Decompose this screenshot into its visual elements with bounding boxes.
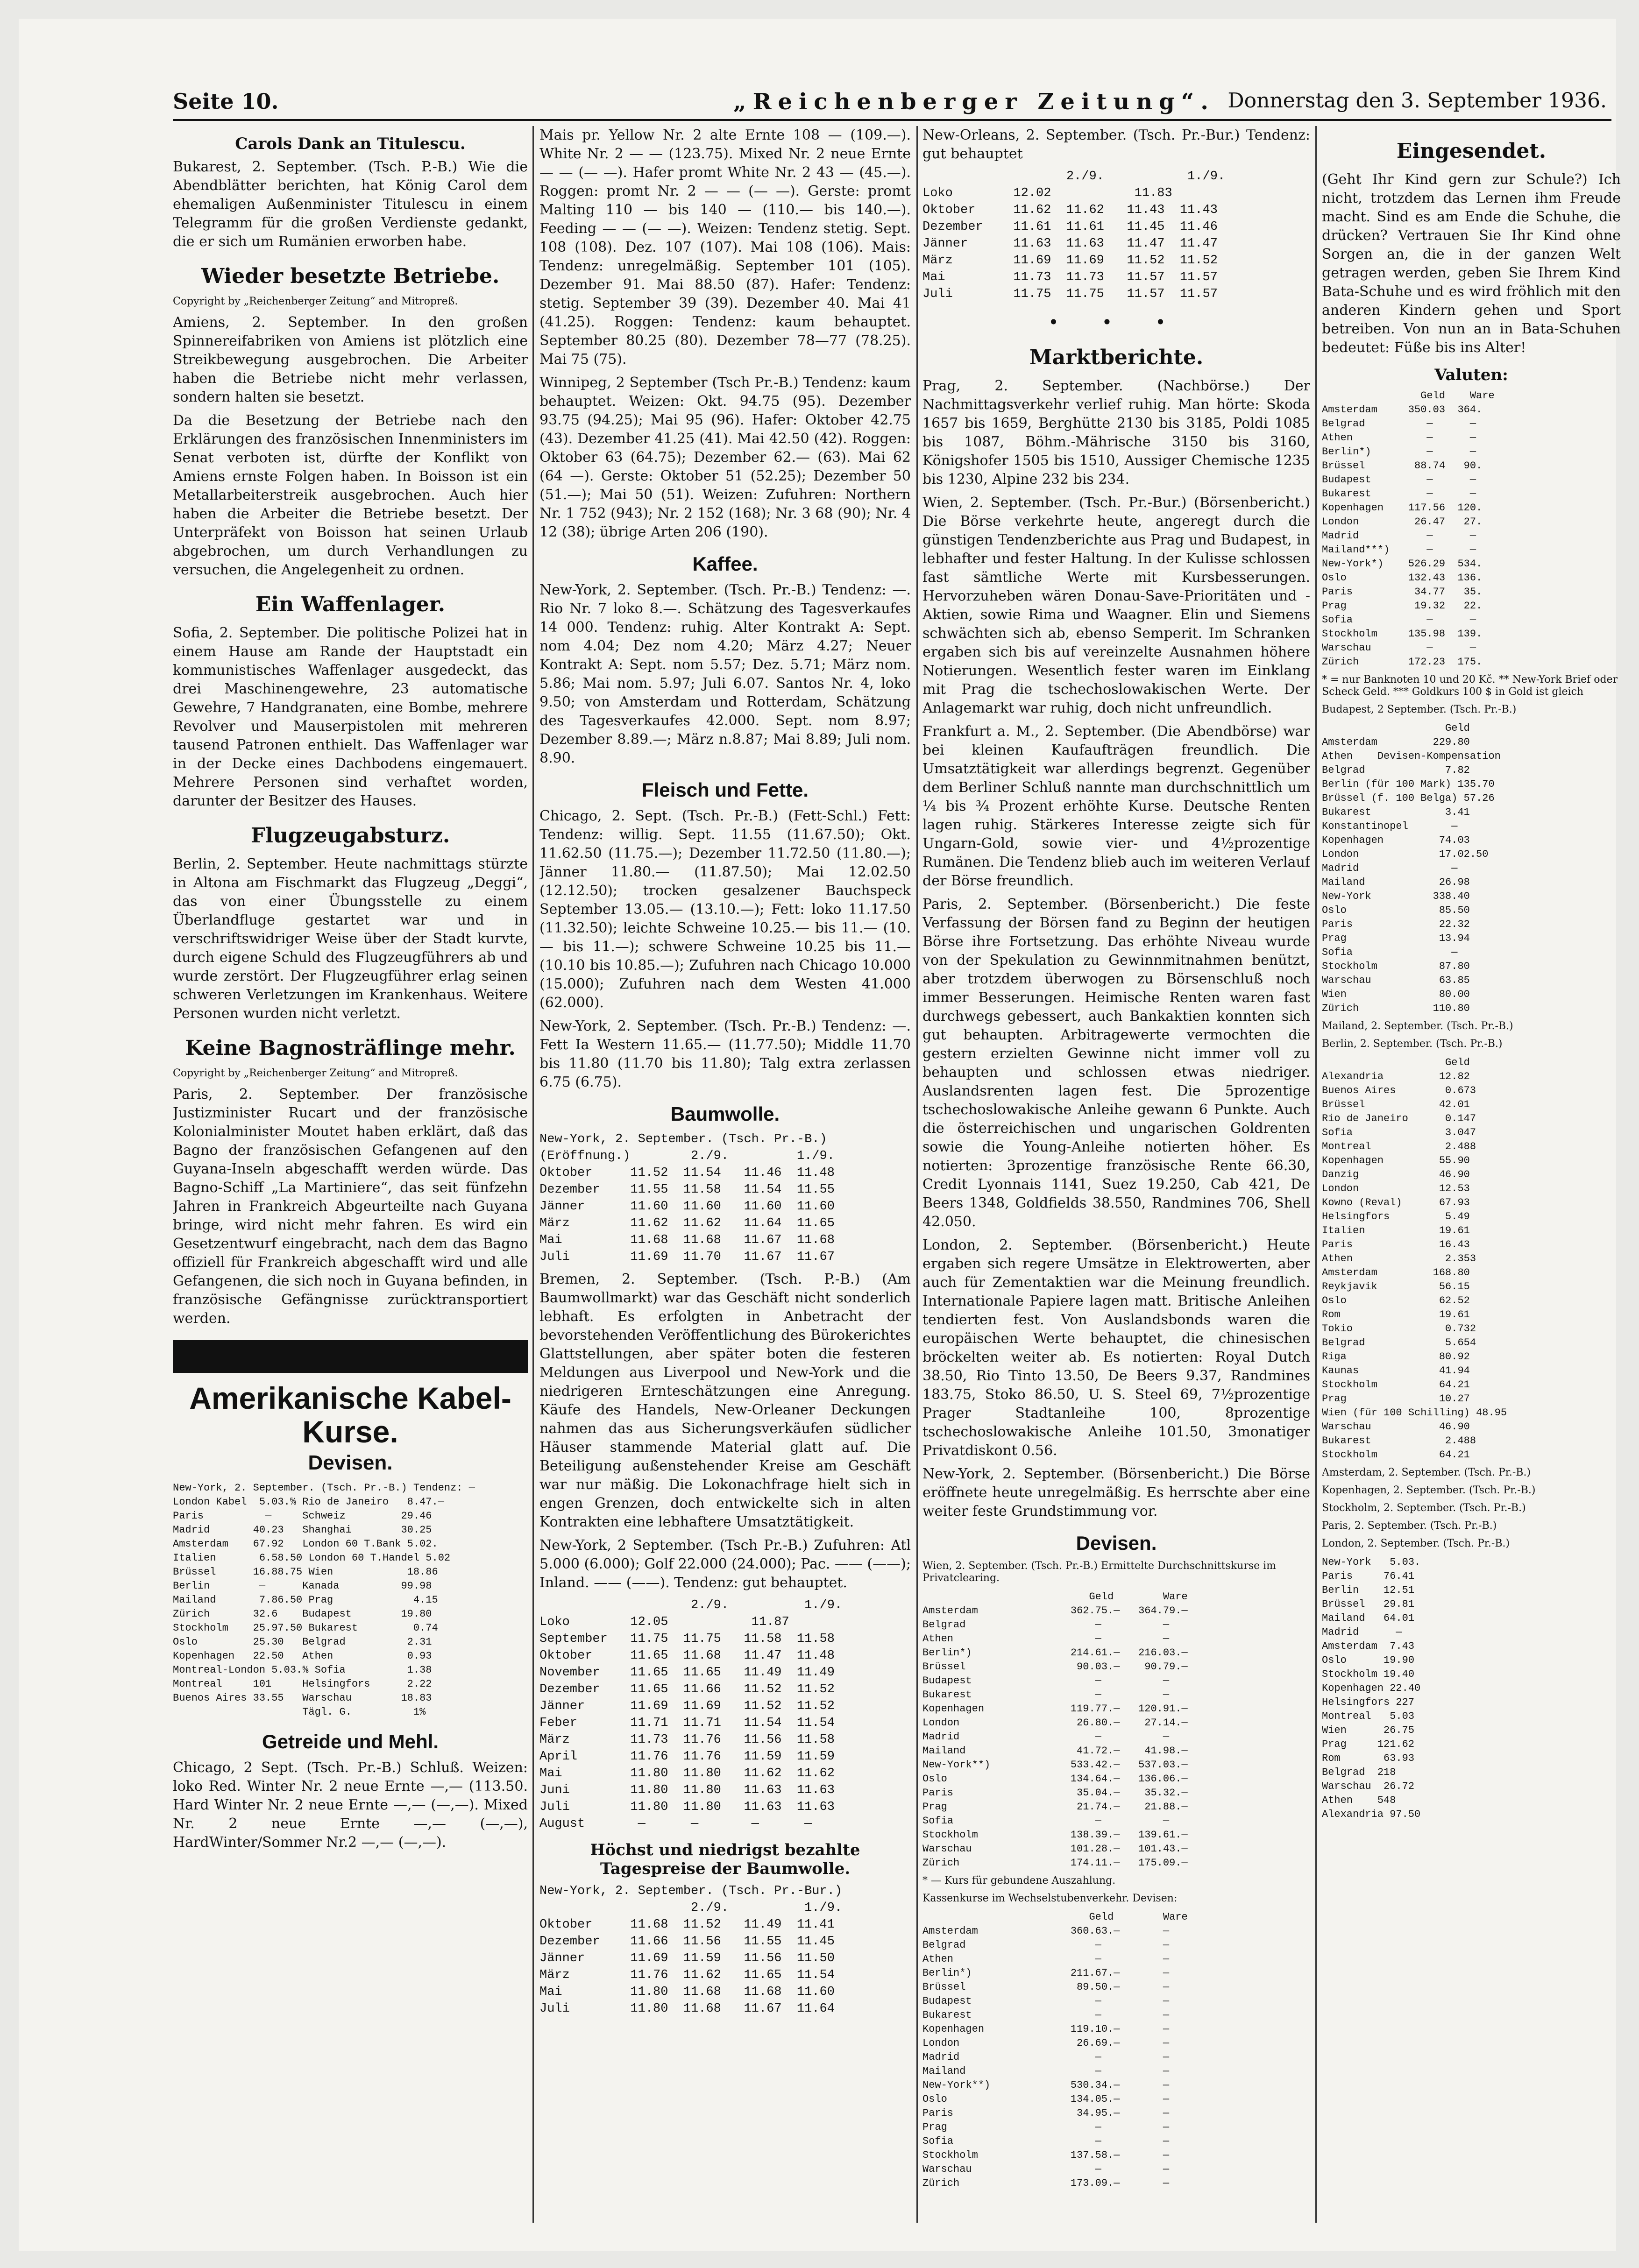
column-divider [1315, 126, 1317, 2223]
market-text: Mais pr. Yellow Nr. 2 alte Ernte 108 — (109.—). White Nr. 2 — — (123.75). Mixed Nr. 2 neue Ernte — — (— —). Hafer promt White Nr. 2 43 — (45.—). Roggen: promt Nr. 2 — — (— —). Gerste: promt Malting 110 — bis 140 — (110.— bis 140.—). Feeding — — (— —). Weizen: Tendenz stetig. Sept. 108 (108). Dez. 107 (107). Mai 108 (106). Mais: Tendenz: unregelmäßig. September 101 (105). Dezember 91. Mai 88.50 (87). Hafer: Tendenz: stetig. September 39 (39). Dezember 40. Mai 41 (41.25). Roggen: Tendenz: kaum behauptet. September 80.25 (80). Dezember 78—77 (78.25). Mai 75 (75). [539, 127, 911, 367]
section-title: Amerikanische Kabel-Kurse. [189, 1381, 511, 1449]
article-text: Amiens, 2. September. In den großen Spinnereifabriken von Amiens ist plötzlich eine Streikbewegung ausgebrochen. Die Arbeiter haben die Betriebe nicht mehr verlassen, sondern halten sie besetzt. [173, 314, 528, 405]
rate-table: New-York 5.03. Paris 76.41 Berlin 12.51 Brüssel 29.81 Mailand 64.01 Madrid — Amsterdam 7.43 Oslo 19.90 Stockholm 19.40 Kopenhagen 22.40 Helsingfors 227 Montreal 5.03 Wien 26.75 Prag 121.62 Rom 63.93 Belgrad 218 Warschau 26.72 Athen 548 Alexandria 97.50 [1322, 1556, 1421, 1820]
market-text: New-York, 2. September. (Tsch. Pr.-B.) Tendenz: —. Rio Nr. 7 loko 8.—. Schätzung des Tagesverkaufes 14 000. Tendenz: ruhig. Alter Kontrakt A: Sept. nom 4.04; Dez nom 4.20; März 4.27; Neuer Kontrakt A: Sept. nom 5.57; Dez. 5.71; März nom. 5.86; Mai nom. 5.97; Juli 6.07. Santos Nr. 4, loko 9.50; von Amsterdam und Rotterdam, Schätzung des Tagesverkaufes 42.000. Sept. nom 8.97; Dezember 8.89.—; März n.8.87; Mai 8.89; Juli nom. 8.90. [539, 582, 911, 766]
article-title: Keine Bagnosträflinge mehr. [185, 1036, 516, 1060]
newspaper-page [19, 19, 1621, 2251]
article-text: Da die Besetzung der Betriebe nach den Erklärungen des französischen Innenministers im Senat verboten ist, dürfte der Konflikt von Amiens ernste Folgen haben. In Boisson ist ein Metallarbeiterstreik ausgebrochen. Auch hier haben die Arbeiter die Betriebe besetzt. Der Unterpräfekt von Boisson hat seinen Urlaub abgebrochen, um durch Verhandlungen zu versuchen, die Angelegenheit zu ordnen. [173, 412, 528, 578]
market-text: Prag, 2. September. (Nachbörse.) Der Nachmittagsverkehr verlief ruhig. Man hörte: Skoda 1657 bis 1659, Berghütte 2130 bis 3185, Poldi 1085 bis 1087, Böhm.-Mährische 3150 bis 3160, Königshofer 1505 bis 1510, Aussiger Chemische 1235 bis 1230, Alpine 232 bis 234. [922, 378, 1310, 488]
issue-date: Donnerstag den 3. September 1936. [1227, 89, 1607, 113]
section-title: Höchst und niedrigst bezahlte Tagespreise der Baumwolle. [590, 1841, 860, 1878]
table-note: * — Kurs für gebundene Auszahlung. [922, 1875, 1116, 1886]
article-text: Chicago, 2 Sept. (Tsch. Pr.-B.) Schluß. Weizen: loko Red. Winter Nr. 2 neue Ernte —,— (113.50. Hard Winter Nr. 2 neue Ernte —,— (—,—). Mixed Nr. 2 neue Ernte —,— (—,—), HardWinter/Sommer Nr.2 —,— (—,—). [173, 1759, 528, 1851]
rate-table: 2./9. 1./9. Loko 12.05 11.87 September 11.75 11.75 11.58 11.58 Oktober 11.65 11.68 11.47 11.48 November 11.65 11.65 11.49 11.49 Dezember 11.65 11.66 11.52 11.52 Jänner 11.69 11.69 11.52 11.52 Feber 11.71 11.71 11.54 11.54 März 11.73 11.76 11.56 11.58 April 11.76 11.76 11.59 11.59 Mai 11.80 11.80 11.62 11.62 Juni 11.80 11.80 11.63 11.63 Juli 11.80 11.80 11.63 11.63 August — — — — [539, 1598, 843, 1831]
column-1 [173, 126, 528, 2223]
market-text: New-York, 2 September. (Tsch Pr.-B.) Zufuhren: Atl 5.000 (6.000); Golf 22.000 (24.000); Pac. —— (——); Inland. —— (——). Tendenz: gut behauptet. [539, 1537, 911, 1591]
table-caption: Stockholm, 2. September. (Tsch. Pr.-B.) [1322, 1502, 1526, 1514]
section-title: Baumwolle. [670, 1103, 780, 1125]
article-text: Bukarest, 2. September. (Tsch. P.-B.) Wie die Abendblätter berichten, hat König Carol dem ehemaligen Außenminister Titulescu in einem Telegramm für die großen Verdienste gedankt, die er sich um Rumänien erworben habe. [173, 159, 528, 250]
market-text: London, 2. September. (Börsenbericht.) Heute ergaben sich regere Umsätze in Elektrowerten, aber auch für Zementaktien war die Meinung freundlich. Internationale Papiere lagen matt. Britische Anleihen tendierten fest. Von Auslandsbonds waren die europäischen Werte behauptet, die chinesischen bröckelten weiter ab. Es notierten: Royal Dutch 38.50, Rio Tinto 13.50, De Beers 9.37, Randmines 183.75, Stoko 86.50, U. S. Steel 69, 7½prozentige Prager Stadtanleihe 100, 8prozentige tschechoslowakische Anleihe 101.50, 3monatiger Privatdiskont 0.56. [922, 1237, 1310, 1459]
table-caption: Berlin, 2. September. (Tsch. Pr.-B.) [1322, 1038, 1503, 1050]
article-text: Paris, 2. September. Der französische Justizminister Rucart und der französische Kolonialminister Moutet haben erklärt, daß das Bagno der französischen Gefangenen auf den Guyana-Inseln abgeschafft werden würde. Das Bagno-Schiff „La Martiniere“, das seit fünfzehn Jahren in Frankreich Abgeurteilte nach Guyana bringe, wird nicht mehr fahren. Es wird ein Gesetzentwurf eingebracht, nach dem das Bagno offiziell für Frankreich abgeschafft wird und alle Gefangenen, die sich noch in Guyana befinden, in französische Gefängnisse zurücktransportiert werden. [173, 1086, 528, 1327]
market-text: New-York, 2. September. (Börsenbericht.) Die Börse eröffnete heute unregelmäßig. Es herrschte aber eine weiter feste Grundstimmung vor. [922, 1466, 1310, 1519]
rate-table: Geld Amsterdam 229.80 Athen Devisen-Kompensation Belgrad 7.82 Berlin (für 100 Mark) 135.70 Brüssel (f. 100 Belga) 57.26 Bukarest 3.41 Konstantinopel — Kopenhagen 74.03 London 17.02.50 Madrid — Mailand 26.98 New-York 338.40 Oslo 85.50 Paris 22.32 Prag 13.94 Sofia — Stockholm 87.80 Warschau 63.85 Wien 80.00 Zürich 110.80 [1322, 722, 1501, 1014]
market-text: New-York, 2. September. (Tsch. Pr.-B.) Tendenz: —. Fett Ia Western 11.65.— (11.77.50); Middle 11.70 bis 11.80 (11.70 bis 11.80); Talg extra zerlassen 6.75 (6.75). [539, 1018, 911, 1090]
article-title: Wieder besetzte Betriebe. [201, 264, 500, 288]
rate-table: Geld Ware Amsterdam 350.03 364. Belgrad — — Athen — — Berlin*) — — Brüssel 88.74 90. Budapest — — Bukarest — — Kopenhagen 117.56 120. London 26.47 27. Madrid — — Mailand***) — — New-York*) 526.29 534. Oslo 132.43 136. Paris 34.77 35. Prag 19.32 22. Sofia — — Stockholm 135.98 139. Warschau — — Zürich 172.23 175. [1322, 390, 1495, 668]
section-title: Marktberichte. [1029, 346, 1204, 369]
newspaper-title: „Reichenberger Zeitung“. [733, 89, 1215, 115]
table-caption: Mailand, 2. September. (Tsch. Pr.-B.) [1322, 1020, 1513, 1032]
rate-table: 2./9. 1./9. Loko 12.02 11.83 Oktober 11.62 11.62 11.43 11.43 Dezember 11.61 11.61 11.45 11.46 Jänner 11.63 11.63 11.47 11.47 März 11.69 11.69 11.52 11.52 Mai 11.73 11.73 11.57 11.57 Juli 11.75 11.75 11.57 11.57 [922, 170, 1226, 301]
rate-table: Geld Alexandria 12.82 Buenos Aires 0.673 Brüssel 42.01 Rio de Janeiro 0.147 Sofia 3.047 Montreal 2.488 Kopenhagen 55.90 Danzig 46.90 London 12.53 Kowno (Reval) 67.93 Helsingfors 5.49 Italien 19.61 Paris 16.43 Athen 2.353 Amsterdam 168.80 Reykjavik 56.15 Oslo 62.52 Rom 19.61 Tokio 0.732 Belgrad 5.654 Riga 80.92 Kaunas 41.94 Stockholm 64.21 Prag 10.27 Wien (für 100 Schilling) 48.95 Warschau 46.90 Bukarest 2.488 Stockholm 64.21 [1322, 1057, 1507, 1461]
section-title: Devisen. [1076, 1532, 1157, 1554]
header-rule [173, 119, 1611, 121]
market-text: Wien, 2. September. (Tsch. Pr.-Bur.) (Börsenbericht.) Die Börse verkehrte heute, angeregt durch die günstigen Tendenzberichte aus Prag und Budapest, in lebhafter und fester Haltung. In der Kulisse schlossen fast sämtliche Werte mit Kursbesserungen. Hervorzuheben wären Donau-Save-Prioritäten und -Aktien, sowie Rima und Waagner. Elin und Siemens schwächten sich ab, ebenso Semperit. Im Schranken ergaben sich bis auf vereinzelte Ausnahmen höhere Notierungen. Wesentlich fester waren im Einklang mit Prag die tschechoslowakischen Werte. Der Anlagemarkt war ruhig, doch nicht unfreundlich. [922, 495, 1310, 716]
rate-table: New-York, 2. September. (Tsch. Pr.-Bur.) 2./9. 1./9. Oktober 11.68 11.52 11.49 11.41 Dezember 11.66 11.56 11.55 11.45 Jänner 11.69 11.59 11.56 11.50 März 11.76 11.62 11.65 11.54 Mai 11.80 11.68 11.68 11.60 Juli 11.80 11.68 11.67 11.64 [539, 1884, 843, 2016]
copyright-note: Copyright by „Reichenberger Zeitung“ and Mitropreß. [173, 296, 458, 307]
column-2 [539, 126, 911, 2223]
rate-table: Geld Ware Amsterdam 362.75.— 364.79.— Belgrad — — Athen — — Berlin*) 214.61.— 216.03.— Brüssel 90.03.— 90.79.— Budapest — — Bukarest — — Kopenhagen 119.77.— 120.91.— London 26.80.— 27.14.— Madrid — — Mailand 41.72.— 41.98.— New-York**) 533.42.— 537.03.— Oslo 134.64.— 136.06.— Paris 35.04.— 35.32.— Prag 21.74.— 21.88.— Sofia — — Stockholm 138.39.— 139.61.— Warschau 101.28.— 101.43.— Zürich 174.11.— 175.09.— [922, 1591, 1188, 1869]
page-header [19, 19, 1616, 115]
market-text: Chicago, 2. Sept. (Tsch. Pr.-B.) (Fett-Schl.) Fett: Tendenz: willig. Sept. 11.55 (11.67.50); Okt. 11.62.50 (11.75.—); Dezember 11.72.50 (11.80.—); Jänner 11.80.— (11.87.50); Mai 12.02.50 (12.12.50); trocken gesalzener Bauchspeck September 13.05.— (13.10.—); Fett: loko 11.17.50 (11.32.50); leichte Schweine 10.25.— bis 11.— (10.— bis 11.—); schwere Schweine 10.25 bis 11.— (10.10 bis 10.85.—); Zufuhren nach Chicago 10.000 (15.000); Zufuhren nach dem Westen 41.000 (62.000). [539, 808, 911, 1011]
column-4 [1322, 126, 1621, 2223]
table-caption: Kassenkurse im Wechselstubenverkehr. Devisen: [922, 1893, 1178, 1904]
section-title: Valuten: [1434, 366, 1508, 384]
article-text: Berlin, 2. September. Heute nachmittags stürzte in Altona am Fischmarkt das Flugzeug „Deggi“, das von einer Übungsstelle zu einem Überlandfluge gestartet war und in verschriftswidriger Weise über der Stadt kurvte, durch eigene Schuld des Flugzeugführers ab und wurde zerstört. Der Flugzeugführer erlag seinen schweren Verletzungen im Krankenhaus. Weitere Personen wurden nicht verletzt. [173, 856, 528, 1022]
table-caption: London, 2. September. (Tsch. Pr.-B.) [1322, 1538, 1510, 1549]
section-subtitle: Devisen. [308, 1451, 393, 1474]
article-title: Ein Waffenlager. [255, 593, 446, 616]
section-bar [173, 1340, 528, 1373]
market-text: Frankfurt a. M., 2. September. (Die Abendbörse) war bei kleinen Kaufaufträgen freundlich. Die Umsatztätigkeit war allerdings begrenzt. Gegenüber dem Berliner Schluß nannte man durchschnittlich um ¼ bis ¾ Prozent erhöhte Kurse. Deutsche Renten lagen ruhig. Stärkeres Interesse zeigte sich für Ungarn-Gold, sowie vier- und 4½prozentige Rumänen. Die Tendenz blieb auch im weiteren Verlauf der Börse freundlich. [922, 723, 1310, 889]
table-caption: Amsterdam, 2. September. (Tsch. Pr.-B.) [1322, 1467, 1531, 1478]
market-text: Winnipeg, 2 September (Tsch Pr.-B.) Tendenz: kaum behauptet. Weizen: Okt. 94.75 (95). Dezember 93.75 (94.25); Mai 95 (96). Hafer: Oktober 42.75 (43). Dezember 41.25 (41). Mai 42.50 (42). Roggen: Oktober 63 (64.75); Dezember 62.— (63). Mai 62 (64 —). Gerste: Oktober 51 (52.25); Dezember 50 (51.—); Mai 50 (51). Weizen: Zufuhren: Northern Nr. 1 752 (943); Nr. 2 152 (168); Nr. 3 68 (90); Nr. 4 12 (38); übrige Arten 206 (190). [539, 374, 911, 540]
market-text: Bremen, 2. September. (Tsch. P.-B.) (Am Baumwollmarkt) war das Geschäft nicht sonderlich lebhaft. Es erfolgten in Anbetracht der bevorstehenden Veröffentlichung des Bürokerichtes Glattstellungen, aber später boten die festeren Meldungen aus Liverpool und New-York und die niedrigeren Ernteschätzungen eine Anregung. Käufe des Handels, New-Orleaner Deckungen nahmen das aus Sicherungsverkäufen südlicher Häuser stammende Material glatt auf. Die Beteiligung außenstehender Kreise am Geschäft war nur mäßig. Die Lokonachfrage hielt sich in engen Grenzen, doch entwickelte sich in alten Kontrakten eine lebhaftere Umsatztätigkeit. [539, 1271, 911, 1530]
section-title: Getreide und Mehl. [262, 1731, 439, 1752]
column-divider [916, 126, 918, 2223]
article-text: Sofia, 2. September. Die politische Polizei hat in einem Hause am Rande der Hauptstadt ein kommunistisches Waffenlager ausgedeckt, das drei Maschinengewehre, 23 automatische Gewehre, 7 Handgranaten, eine Bombe, mehrere Revolver und Mauserpistolen mit mehreren tausend Patronen enthielt. Das Waffenlager war in der Decke eines Dachbodens eingemauert. Mehrere Personen sind verhaftet worden, darunter der Besitzer des Hauses. [173, 625, 528, 809]
column-divider [532, 126, 534, 2223]
section-title: Fleisch und Fette. [641, 779, 809, 801]
article-text: (Geht Ihr Kind gern zur Schule?) Ich nicht, trotzdem das Lernen ihm Freude macht. Sind es am Ende die Schuhe, die drücken? Vertrauen Sie Ihr Kind ohne Sorgen an, die in der ganzen Welt getragen werden, geben Sie Ihrem Kind Bata-Schuhe und es wird fröhlich mit den anderen Kindern gehen und Sport betreiben. Von nun an in Bata-Schuhen bedeutet: Füße bis ins Alter! [1322, 171, 1621, 356]
separator-dots: • • • [1048, 312, 1185, 332]
table-caption: Paris, 2. September. (Tsch. Pr.-B.) [1322, 1520, 1497, 1532]
table-caption: Kopenhagen, 2. September. (Tsch. Pr.-B.) [1322, 1484, 1536, 1496]
rate-table: New-York, 2. September. (Tsch. Pr.-B.) Tendenz: — London Kabel 5.03.⅝ Rio de Janeiro 8.47.— Paris — Schweiz 29.46 Madrid 40.23 Shanghai 30.25 Amsterdam 67.92 London 60 T.Bank 5.02. Italien 6.58.50 London 60 T.Handel 5.02 Brüssel 16.88.75 Wien 18.86 Berlin — Kanada 99.98 Mailand 7.86.50 Prag 4.15 Zürich 32.6 Budapest 19.80 Stockholm 25.97.50 Bukarest 0.74 Oslo 25.30 Belgrad 2.31 Kopenhagen 22.50 Athen 0.93 Montreal-London 5.03.⅝ Sofia 1.38 Montreal 101 Helsingfors 2.22 Buenos Aires 33.55 Warschau 18.83 Tägl. G. 1% [173, 1482, 475, 1718]
market-text: Paris, 2. September. (Börsenbericht.) Die feste Verfassung der Börsen fand zu Beginn der heutigen Börse ihre Fortsetzung. Das erhöhte Niveau wurde von der Spekulation zu Gewinnmitnahmen benützt, aber trotzdem überwogen zu Börsenschluß noch immer Besserungen. Heimische Renten waren fast durchwegs gebessert, auch Bankaktien konnten sich gut behaupten. Arbitragewerte vermochten die gestern erzielten Gewinne nicht immer voll zu behaupten und schlossen etwas niedriger. Auslandsrenten lagen fest. Die 5prozentige tschechoslowakische Anleihe gewann 6 Punkte. Auch die österreichischen und ungarischen Goldrenten sowie die Young-Anleihe notierten höher. Es notierten: 3prozentige französische Rente 66.30, Credit Lyonnais 1141, Suez 19.250, Cab 421, De Beers 1348, Goldfields 38.550, Randmines 706, Shell 42.050. [922, 896, 1310, 1230]
rate-table: New-York, 2. September. (Tsch. Pr.-B.) (Eröffnung.) 2./9. 1./9. Oktober 11.52 11.54 11.46 11.48 Dezember 11.55 11.58 11.54 11.55 Jänner 11.60 11.60 11.60 11.60 März 11.62 11.62 11.64 11.65 Mai 11.68 11.68 11.67 11.68 Juli 11.69 11.70 11.67 11.67 [539, 1132, 835, 1264]
article-title: Flugzeugabsturz. [250, 824, 450, 848]
table-caption: Budapest, 2 September. (Tsch. Pr.-B.) [1322, 704, 1517, 715]
page-number: Seite 10. [173, 89, 279, 114]
article-title: Carols Dank an Titulescu. [235, 134, 466, 153]
copyright-note: Copyright by „Reichenberger Zeitung“ and Mitropreß. [173, 1067, 458, 1079]
table-note: * = nur Banknoten 10 und 20 Kč. ** New-York Brief oder Scheck Geld. *** Goldkurs 100 $ in Gold ist gleich [1322, 674, 1618, 698]
column-3 [922, 126, 1310, 2223]
section-title: Eingesendet. [1396, 139, 1547, 163]
rate-table: Geld Ware Amsterdam 360.63.— — Belgrad — — Athen — — Berlin*) 211.67.— — Brüssel 89.50.— — Budapest — — Bukarest — — Kopenhagen 119.10.— — London 26.69.— — Madrid — — Mailand — — New-York**) 530.34.— — Oslo 134.05.— — Paris 34.95.— — Prag — — Sofia — — Stockholm 137.58.— — Warschau — — Zürich 173.09.— — [922, 1911, 1188, 2189]
market-text: New-Orleans, 2. September. (Tsch. Pr.-Bur.) Tendenz: gut behauptet [922, 127, 1310, 162]
table-caption: Wien, 2. September. (Tsch. Pr.-B.) Ermittelte Durchschnittskurse im Privatclearing. [922, 1560, 1277, 1584]
section-title: Kaffee. [692, 553, 758, 575]
